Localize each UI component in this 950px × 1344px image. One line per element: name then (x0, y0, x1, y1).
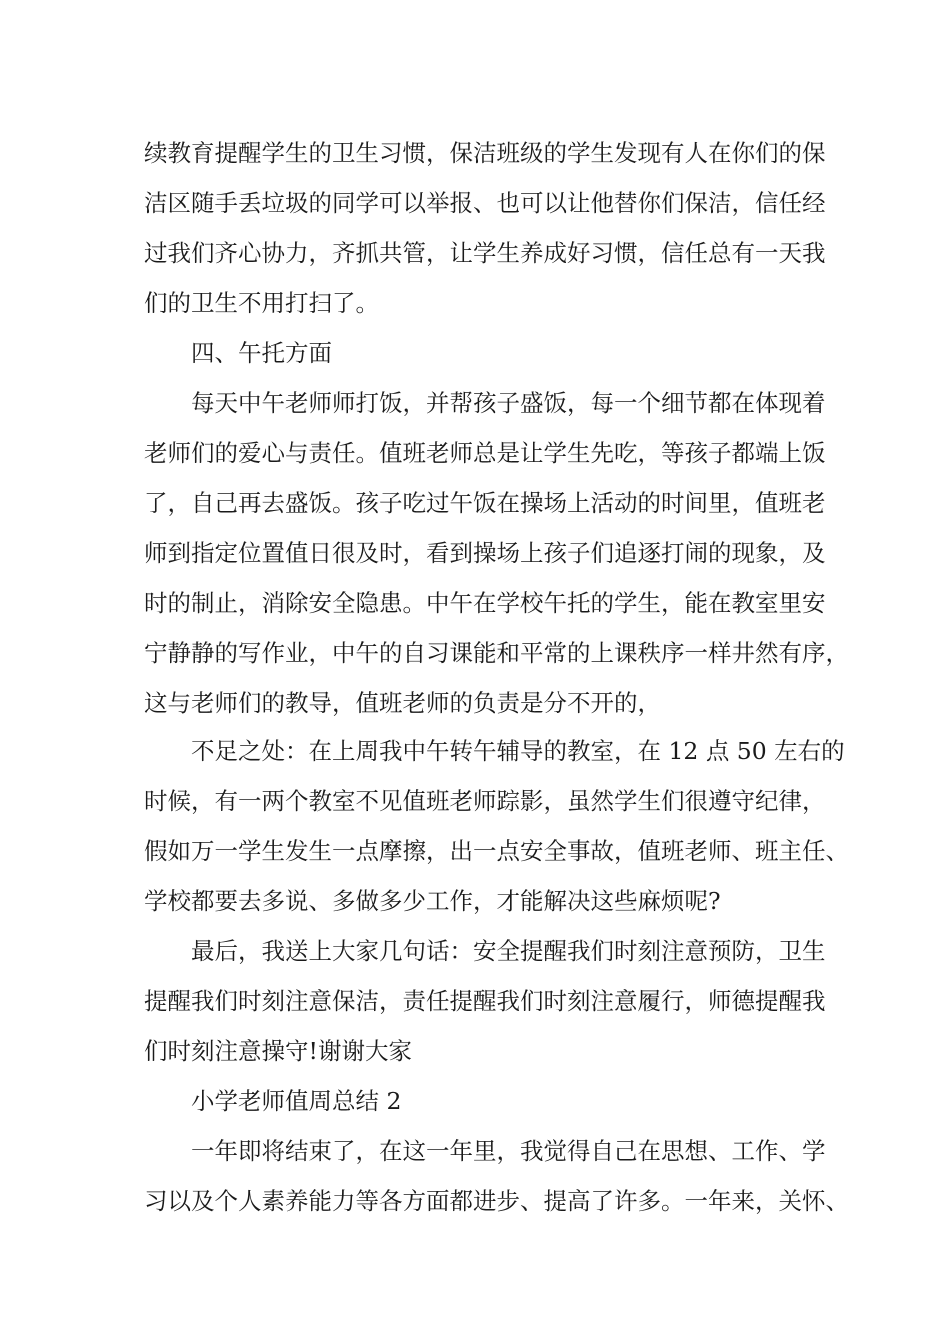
text-line: 师到指定位置值日很及时，看到操场上孩子们追逐打闹的现象，及 (144, 539, 826, 567)
text-line: 假如万一学生发生一点摩擦，出一点安全事故，值班老师、班主任、 (144, 837, 849, 865)
text-line: 了，自己再去盛饭。孩子吃过午饭在操场上活动的时间里，值班老 (144, 489, 826, 517)
text-line: 们时刻注意操守!谢谢大家 (144, 1037, 412, 1065)
text-line: 们的卫生不用打扫了。 (144, 289, 379, 317)
text-line: 洁区随手丢垃圾的同学可以举报、也可以让他替你们保洁，信任经 (144, 189, 826, 217)
section-heading: 四、午托方面 (191, 339, 332, 367)
text-line: 学校都要去多说、多做多少工作，才能解决这些麻烦呢? (144, 887, 721, 915)
text-line: 提醒我们时刻注意保洁，责任提醒我们时刻注意履行，师德提醒我 (144, 987, 826, 1015)
text-line: 续教育提醒学生的卫生习惯，保洁班级的学生发现有人在你们的保 (144, 139, 826, 167)
text-line: 每天中午老师师打饭，并帮孩子盛饭，每一个细节都在体现着 (191, 389, 826, 417)
text-line: 时候，有一两个教室不见值班老师踪影，虽然学生们很遵守纪律， (144, 787, 826, 815)
text-line: 这与老师们的教导，值班老师的负责是分不开的， (144, 689, 661, 717)
text-line: 宁静静的写作业，中午的自习课能和平常的上课秩序一样井然有序， (144, 639, 849, 667)
section-heading: 小学老师值周总结 2 (191, 1087, 402, 1115)
text-line: 习以及个人素养能力等各方面都进步、提高了许多。一年来，关怀、 (144, 1187, 849, 1215)
text-line: 不足之处：在上周我中午转午辅导的教室，在 12 点 50 左右的 (191, 737, 845, 765)
text-line: 最后，我送上大家几句话：安全提醒我们时刻注意预防，卫生 (191, 937, 826, 965)
text-line: 老师们的爱心与责任。值班老师总是让学生先吃，等孩子都端上饭 (144, 439, 826, 467)
text-line: 过我们齐心协力，齐抓共管，让学生养成好习惯，信任总有一天我 (144, 239, 826, 267)
text-line: 一年即将结束了，在这一年里，我觉得自己在思想、工作、学 (191, 1137, 826, 1165)
text-line: 时的制止，消除安全隐患。中午在学校午托的学生，能在教室里安 (144, 589, 826, 617)
